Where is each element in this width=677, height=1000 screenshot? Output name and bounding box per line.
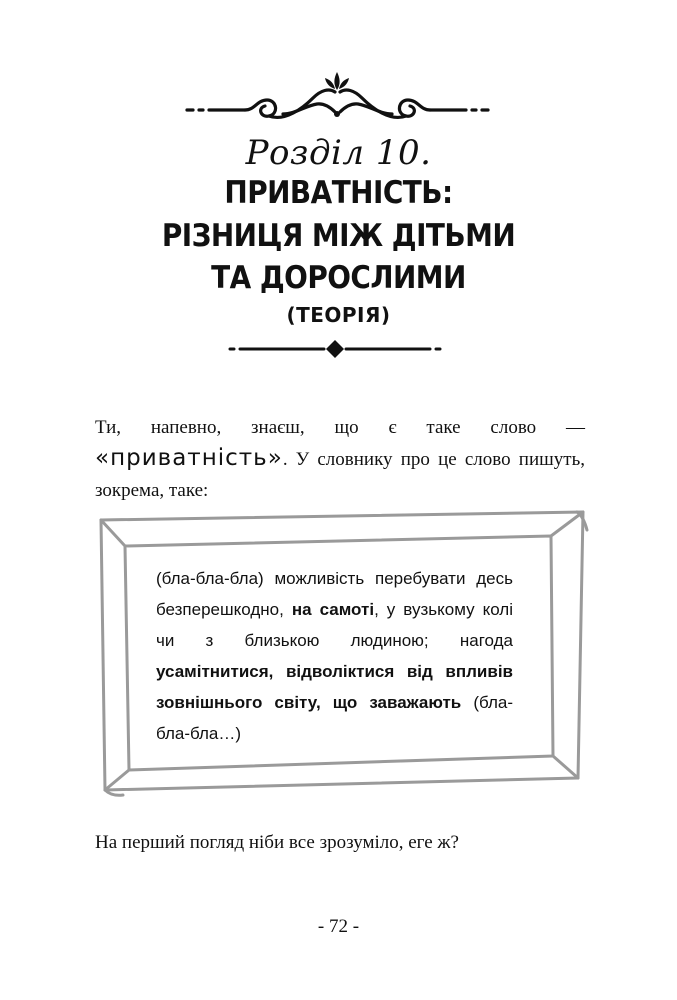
- highlighted-term: «приватність»: [95, 445, 283, 471]
- intro-text-lead: Ти, напевно, знаєш, що є таке слово —: [95, 417, 585, 438]
- chapter-label: Розділ 10.: [245, 133, 432, 173]
- intro-text-tail: . У словнику про це слово пишуть, зокрема, таке:: [95, 449, 585, 501]
- definition-part-3: (бла-бла-бла…): [156, 693, 513, 743]
- chapter-title-line-1: ПРИВАТНІСТЬ:: [224, 175, 453, 211]
- chapter-title-line-2: РІЗНИЦЯ МІЖ ДІТЬМИ: [161, 218, 516, 254]
- closing-paragraph: На перший погляд ніби все зрозуміло, еге ж?: [95, 832, 459, 853]
- definition-part-1: (бла-бла-бла) можливість перебувати десь безперешкодно,: [156, 569, 513, 619]
- decorative-divider-ornament: [228, 337, 442, 361]
- definition-text: [156, 563, 513, 749]
- page-number: - 72 -: [317, 916, 360, 937]
- definition-bold-2: усамітнитися, відволіктися від впливів зовнішнього світу, що заважають: [156, 662, 513, 712]
- chapter-title-line-3: ТА ДОРОСЛИМИ: [211, 260, 466, 296]
- chapter-subtitle: (ТЕОРІЯ): [286, 303, 391, 327]
- intro-paragraph: [95, 412, 585, 506]
- decorative-scroll-ornament: [185, 70, 490, 140]
- definition-bold-1: на самоті: [291, 600, 375, 619]
- definition-part-2: , у вузькому колі чи з близькою людиною; нагода: [156, 600, 513, 650]
